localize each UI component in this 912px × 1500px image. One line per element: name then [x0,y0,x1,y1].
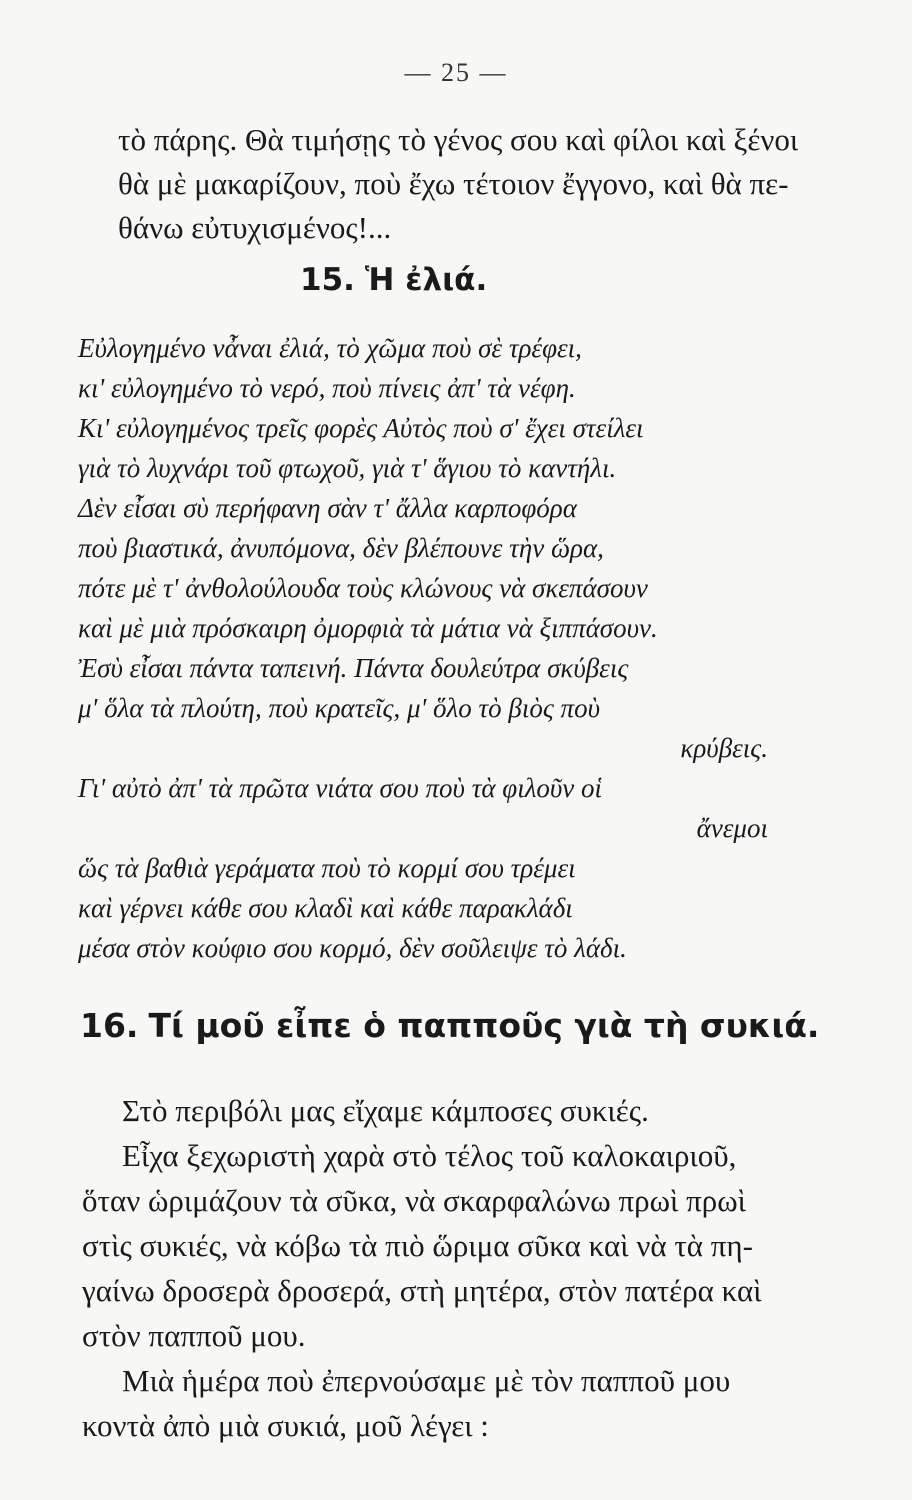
section-16-heading [80,1006,819,1045]
poem-line: Δὲν εἶσαι σὺ περήφανη σὰν τ' ἄλλα καρποφόρα [78,493,577,523]
text-line: κοντὰ ἀπὸ μιὰ συκιά, μοῦ λέγει : [82,1408,489,1443]
text-line: θάνω εὐτυχισμένος!... [118,210,392,245]
fig-tree-story [82,1088,812,1448]
poem-line-continuation: ἄνεμοι [696,813,768,843]
poem-line: ὥς τὰ βαθιὰ γεράματα ποὺ τὸ κορμί σου τρέμει [78,853,576,883]
poem-line: Εὐλογημένο νἆναι ἐλιά, τὸ χῶμα ποὺ σὲ τρέφει, [78,333,582,363]
page-number: — 25 — [404,58,508,87]
poem-line: γιὰ τὸ λυχνάρι τοῦ φτωχοῦ, γιὰ τ' ἅγιου τὸ καντήλι. [78,453,617,483]
section-15-heading [300,262,487,298]
poem-line: καὶ γέρνει κάθε σου κλαδὶ καὶ κάθε παρακλάδι [78,893,573,923]
poem-line: κι' εὐλογημένο τὸ νερό, ποὺ πίνεις ἀπ' τὰ νέφη. [78,373,576,403]
poem-line: ποὺ βιαστικά, ἀνυπόμονα, δὲν βλέπουνε τὴν ὥρα, [78,533,604,563]
poem-line: μέσα στὸν κούφιο σου κορμό, δὲν σοῦλειψε τὸ λάδι. [78,933,627,963]
poem-line: καὶ μὲ μιὰ πρόσκαιρη ὀμορφιὰ τὰ μάτια νὰ ξιππάσουν. [78,613,658,643]
section-title: Ἡ ἐλιά. [364,262,488,298]
section-number: 15. [300,262,355,298]
intro-paragraph [118,118,808,250]
text-line: γαίνω δροσερὰ δροσερά, στὴ μητέρα, στὸν πατέρα καὶ [82,1273,762,1308]
text-line: Εἶχα ξεχωριστὴ χαρὰ στὸ τέλος τοῦ καλοκαιριοῦ, [122,1138,737,1173]
poem-line: Γι' αὐτὸ ἀπ' τὰ πρῶτα νιάτα σου ποὺ τὰ φιλοῦν οἱ [78,773,603,803]
text-line: ὅταν ὡριμάζουν τὰ σῦκα, νὰ σκαρφαλώνω πρωὶ πρωὶ [82,1183,746,1218]
section-number: 16. [80,1006,139,1045]
text-line: στὶς συκιές, νὰ κόβω τὰ πιὸ ὥριμα σῦκα καὶ νὰ τὰ πη- [82,1228,753,1263]
poem-line: πότε μὲ τ' ἀνθολούλουδα τοὺς κλώνους νὰ σκεπάσουν [78,573,648,603]
text-line: τὸ πάρης. Θὰ τιμήσῃς τὸ γένος σου καὶ φίλοι καὶ ξένοι [118,122,799,157]
text-line: στὸν παπποῦ μου. [82,1318,306,1353]
text-line: Μιὰ ἡμέρα ποὺ ἐπερνούσαμε μὲ τὸν παπποῦ μου [122,1363,731,1398]
text-line: Στὸ περιβόλι μας εἴχαμε κάμποσες συκιές. [122,1093,649,1128]
poem-line-continuation: κρύβεις. [680,733,768,763]
poem-line: μ' ὅλα τὰ πλούτη, ποὺ κρατεῖς, μ' ὅλο τὸ βιὸς ποὺ [78,693,600,723]
poem-line: Ἐσὺ εἶσαι πάντα ταπεινή. Πάντα δουλεύτρα σκύβεις [78,653,629,683]
text-line: θὰ μὲ μακαρίζουν, ποὺ ἔχω τέτοιον ἔγγονο, καὶ θὰ πε- [118,166,789,201]
section-title: Τί μοῦ εἶπε ὁ παπποῦς γιὰ τὴ συκιά. [148,1006,820,1045]
poem-line: Κι' εὐλογημένος τρεῖς φορὲς Αὐτὸς ποὺ σ' ἔχει στείλει [78,413,644,443]
olive-poem [78,328,798,968]
